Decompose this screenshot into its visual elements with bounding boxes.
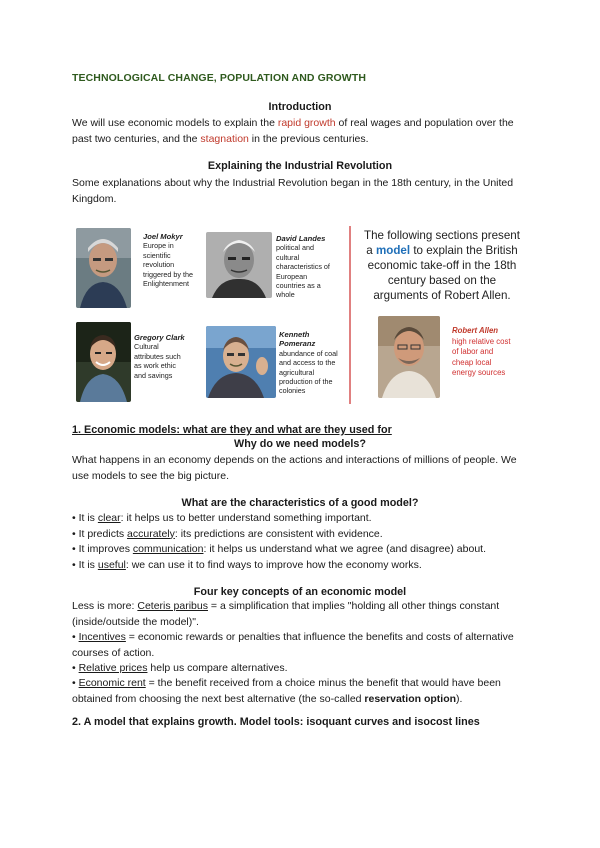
section1-heading: 1. Economic models: what are they and what are they used for [72, 424, 392, 436]
clark-caption: Gregory Clark Cultural attributes such as work ethic and savings [134, 333, 185, 380]
key-concepts-heading: Four key concepts of an economic model [193, 586, 407, 598]
good-model-list [72, 511, 532, 573]
mokyr-portrait [76, 228, 131, 308]
relative-prices-paragraph: • Relative prices help us compare alternatives. [72, 662, 288, 674]
list-item: • It is clear: it helps us to better understand something important. [72, 512, 372, 524]
list-item: • It improves communication: it helps us understand what we agree (and disagree) about. [72, 543, 486, 555]
section2-heading: 2. A model that explains growth. Model tools: isoquant curves and isocost lines [72, 716, 480, 728]
clark-portrait [76, 322, 131, 402]
ceteris-paribus-paragraph: Less is more: Ceteris paribus = a simplification that implies "holding all other things constant (inside/outside the model)". [72, 600, 500, 628]
mokyr-caption: Joel Mokyr Europe in scientific revolution triggered by the Enlightenment [143, 232, 193, 289]
landes-portrait [206, 232, 272, 298]
document-title: TECHNOLOGICAL CHANGE, POPULATION AND GROWTH [72, 72, 367, 84]
ir-paragraph: Some explanations about why the Industrial Revolution began in the 18th century, in the United Kingdom. [72, 177, 514, 205]
why-models-heading: Why do we need models? [234, 438, 366, 450]
landes-caption: David Landes political and cultural characteristics of European countries as a whole [276, 234, 330, 300]
good-model-heading: What are the characteristics of a good model? [181, 497, 419, 509]
list-item: • It predicts accurately: its predictions are consistent with evidence. [72, 527, 383, 540]
allen-caption: Robert Allen high relative cost of labor and cheap local energy sources [452, 326, 511, 378]
list-item: • It is useful: we can use it to find ways to improve how the economy works. [72, 558, 422, 571]
allen-portrait [378, 316, 440, 398]
figure-divider [349, 226, 351, 404]
pomeranz-portrait [206, 326, 276, 398]
allen-callout: The following sections present a model to explain the British economic take-off in the 18th century based on the arguments of Robert Allen. [364, 229, 520, 302]
economic-rent-paragraph: • Economic rent = the benefit received from a choice minus the benefit that would have been obtained from choosing the next best alternative (the so-called reservation option). [72, 677, 501, 705]
pomeranz-caption: Kenneth Pomeranz abundance of coal and access to the agricultural production of the colonies [279, 330, 338, 396]
intro-paragraph: We will use economic models to explain the rapid growth of real wages and population over the past two centuries, and the stagnation in the previous centuries. [72, 117, 514, 145]
intro-heading: Introduction [268, 101, 332, 113]
rapid-growth-highlight: rapid growth [277, 117, 336, 129]
model-highlight: model [375, 244, 411, 257]
incentives-paragraph: • Incentives = economic rewards or penalties that influence the benefits and costs of alternative courses of action. [72, 631, 514, 659]
ir-heading: Explaining the Industrial Revolution [207, 160, 393, 172]
why-models-paragraph: What happens in an economy depends on the actions and interactions of millions of people. We use models to see the big picture. [72, 454, 517, 482]
stagnation-highlight: stagnation [200, 133, 249, 145]
